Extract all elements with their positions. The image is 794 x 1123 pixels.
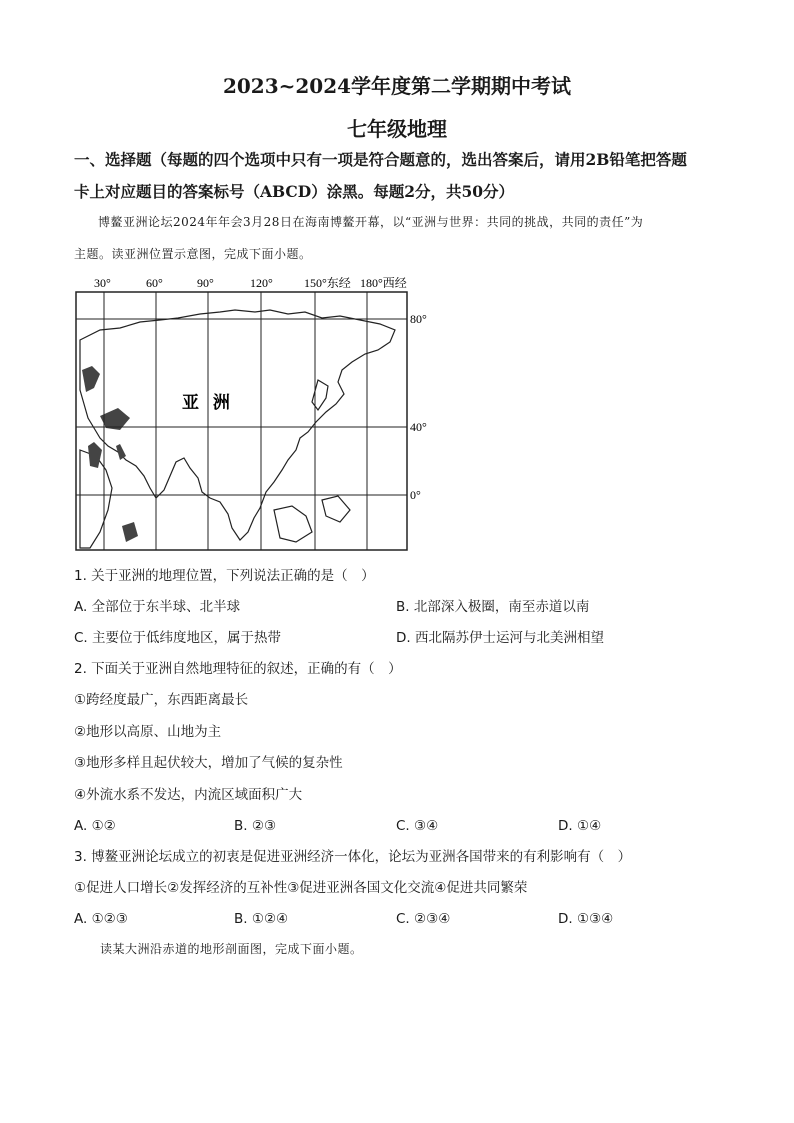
lat-label-40: 40° xyxy=(410,420,427,434)
q2-statement-1: ①跨经度最广，东西距离最长 xyxy=(74,692,249,708)
passage-profile: 读某大洲沿赤道的地形剖面图，完成下面小题。 xyxy=(100,942,363,956)
q2-option-a[interactable]: A. ①② xyxy=(74,818,116,834)
passage-asia xyxy=(74,206,734,270)
q2-statement-4: ④外流水系不发达，内流区域面积广大 xyxy=(74,787,303,803)
lon-label-180: 180°西经 xyxy=(360,276,407,290)
asia-region-label: 亚 洲 xyxy=(182,393,234,413)
passage-line-1: 博鳌亚洲论坛2024年年会3月28日在海南博鳌开幕，以“亚洲与世界：共同的挑战，共同的责任”为 xyxy=(98,215,644,229)
question-1-stem: 1. 关于亚洲的地理位置，下列说法正确的是（ ） xyxy=(74,568,375,584)
q2-statement-2: ②地形以高原、山地为主 xyxy=(74,724,222,740)
exam-title: 2023~2024学年度第二学期期中考试 xyxy=(222,74,572,98)
passage-line-2: 主题。读亚洲位置示意图，完成下面小题。 xyxy=(74,247,312,261)
q2-option-c[interactable]: C. ③④ xyxy=(396,818,439,834)
q2-statement-3: ③地形多样且起伏较大，增加了气候的复杂性 xyxy=(74,755,343,771)
asia-location-map xyxy=(60,270,445,555)
q1-option-d[interactable]: D. 西北隔苏伊士运河与北美洲相望 xyxy=(396,630,604,646)
q1-option-b[interactable]: B. 北部深入极圈，南至赤道以南 xyxy=(396,599,590,615)
lon-label-60: 60° xyxy=(146,276,163,290)
q1-option-a[interactable]: A. 全部位于东半球、北半球 xyxy=(74,599,241,615)
q3-option-c[interactable]: C. ②③④ xyxy=(396,911,451,927)
lat-label-80: 80° xyxy=(410,312,427,326)
section-line-2: 卡上对应题目的答案标号（ABCD）涂黑。每题2分，共50分） xyxy=(74,182,515,201)
lat-label-0: 0° xyxy=(410,488,421,502)
question-2-stem: 2. 下面关于亚洲自然地理特征的叙述，正确的有（ ） xyxy=(74,661,402,677)
lon-label-90: 90° xyxy=(197,276,214,290)
lon-label-30: 30° xyxy=(94,276,111,290)
q3-statements: ①促进人口增长②发挥经济的互补性③促进亚洲各国文化交流④促进共同繁荣 xyxy=(74,880,528,896)
section-line-1: 一、选择题（每题的四个选项中只有一项是符合题意的，选出答案后，请用2B铅笔把答题 xyxy=(74,150,687,169)
question-3-stem: 3. 博鳌亚洲论坛成立的初衷是促进亚洲经济一体化，论坛为亚洲各国带来的有利影响有（ ） xyxy=(74,849,632,865)
q1-option-c[interactable]: C. 主要位于低纬度地区，属于热带 xyxy=(74,630,282,646)
q3-option-d[interactable]: D. ①③④ xyxy=(558,911,614,927)
q3-option-b[interactable]: B. ①②④ xyxy=(234,911,289,927)
q3-option-a[interactable]: A. ①②③ xyxy=(74,911,128,927)
q2-option-b[interactable]: B. ②③ xyxy=(234,818,277,834)
section-instructions xyxy=(74,144,734,208)
lon-label-150: 150°东经 xyxy=(304,276,351,290)
exam-subtitle: 七年级地理 xyxy=(347,117,447,141)
q2-option-d[interactable]: D. ①④ xyxy=(558,818,602,834)
lon-label-120: 120° xyxy=(250,276,273,290)
